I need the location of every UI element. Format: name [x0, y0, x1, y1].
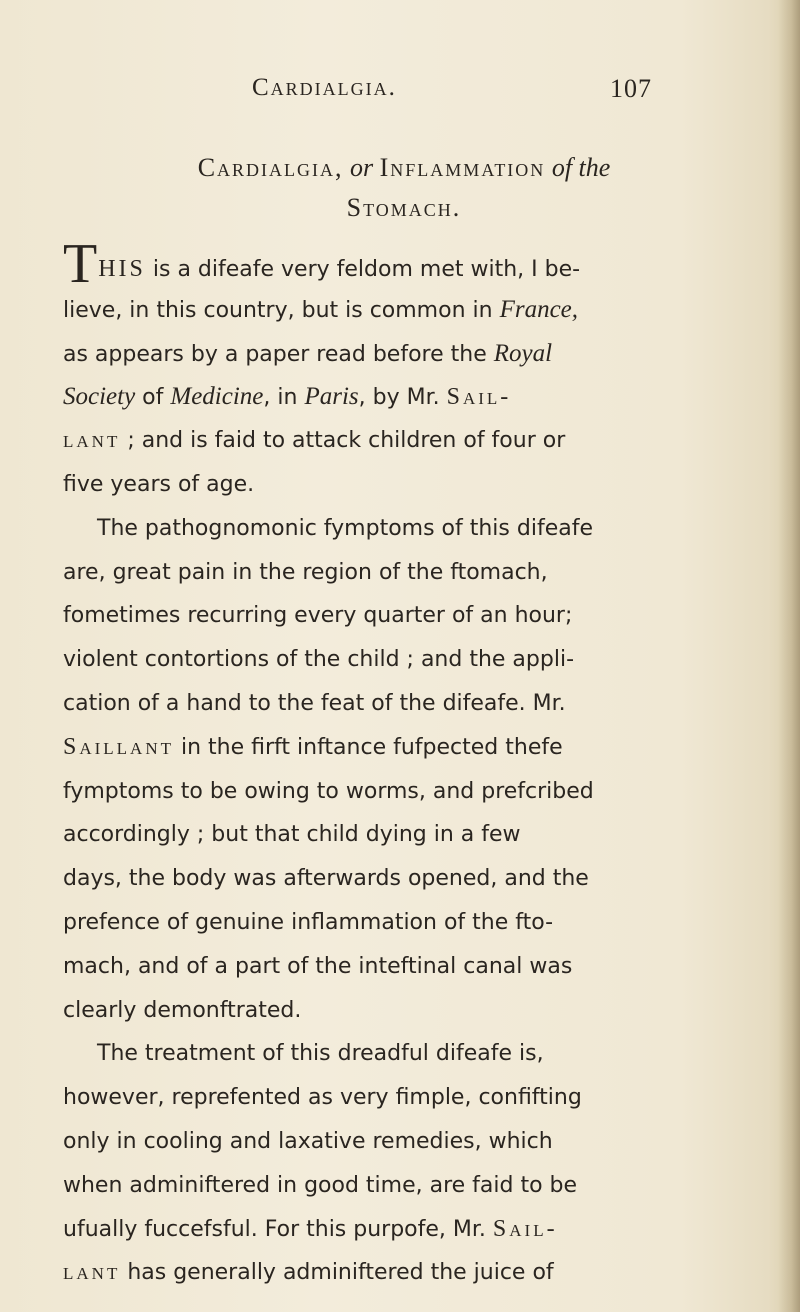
- text-line: only in cooling and laxative remedies, which: [63, 1128, 553, 1154]
- text-line: THIS is a difeafe very feldom met with, I be-: [63, 233, 581, 295]
- text-line: lant ; and is faid to attack children of four or: [63, 427, 566, 454]
- text-line: fymptoms to be owing to worms, and prefcribed: [63, 778, 594, 804]
- text-line: when adminiftered in good time, are faid to be: [63, 1172, 578, 1198]
- text-line: fometimes recurring every quarter of an hour;: [63, 603, 573, 629]
- chapter-title: [74, 148, 734, 228]
- page-edge-shadow: [778, 0, 800, 1312]
- text-line: cation of a hand to the feat of the difeafe. Mr.: [63, 690, 566, 716]
- text-line: lieve, in this country, but is common in France,: [63, 295, 579, 323]
- title-or: or: [350, 153, 374, 182]
- text-line: lant has generally adminiftered the juice of: [63, 1259, 554, 1286]
- running-head: Cardialgia.: [252, 74, 397, 101]
- text-line: five years of age.: [63, 471, 255, 497]
- text-line: violent contortions of the child ; and the appli-: [63, 647, 575, 673]
- title-inflammation: Inflammation: [379, 153, 546, 182]
- text-line: as appears by a paper read before the Royal: [63, 339, 553, 367]
- text-line: The pathognomonic fymptoms of this difeafe: [97, 515, 593, 541]
- text-line: clearly demonftrated.: [63, 997, 302, 1023]
- title-cardialgia: Cardialgia,: [197, 153, 344, 182]
- title-line-1: [74, 148, 734, 188]
- title-stomach: Stomach.: [346, 193, 462, 222]
- text-line: Saillant in the firft inftance fufpected thefe: [63, 733, 563, 760]
- text-line: accordingly ; but that child dying in a few: [63, 822, 521, 848]
- text-line: The treatment of this dreadful difeafe is,: [97, 1041, 544, 1067]
- text-line: prefence of genuine inflammation of the fto-: [63, 909, 554, 935]
- title-of-the: of the: [551, 153, 611, 182]
- body-text: [63, 233, 663, 1295]
- text-line: Society of Medicine, in Paris, by Mr. Sail-: [63, 383, 512, 411]
- text-line: days, the body was afterwards opened, and the: [63, 866, 589, 892]
- page-number: 107: [610, 74, 652, 103]
- text-line: however, reprefented as very fimple, confifting: [63, 1085, 582, 1111]
- text-line: mach, and of a part of the inteftinal canal was: [63, 953, 573, 979]
- page-header: [252, 74, 652, 114]
- text-line: are, great pain in the region of the ftomach,: [63, 559, 548, 585]
- text-line: ufually fuccefsful. For this purpofe, Mr. Sail-: [63, 1215, 558, 1242]
- drop-cap: T: [63, 233, 98, 295]
